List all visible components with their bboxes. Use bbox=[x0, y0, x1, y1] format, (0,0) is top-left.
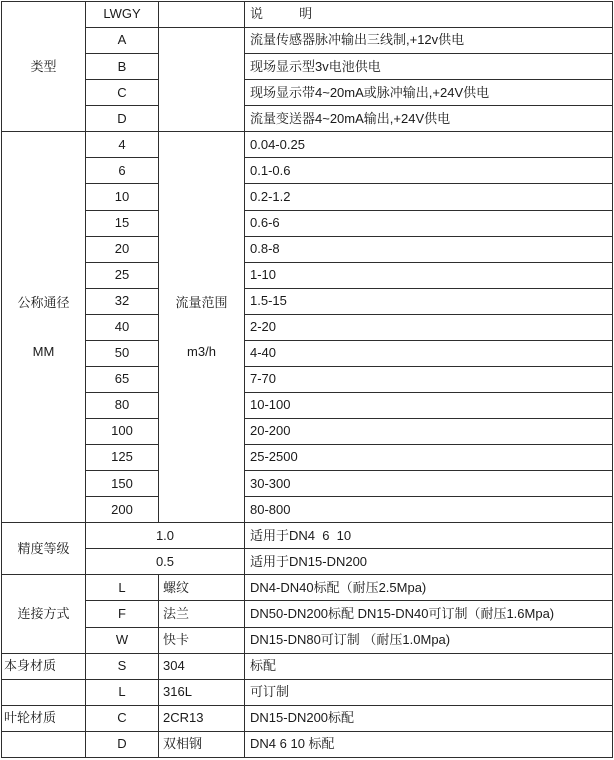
accuracy-value: 1.0 bbox=[86, 523, 245, 549]
connection-desc: DN15-DN80可订制 （耐压1.0Mpa) bbox=[245, 627, 613, 653]
diameter-size: 20 bbox=[86, 236, 159, 262]
connection-desc: DN4-DN40标配（耐压2.5Mpa) bbox=[245, 575, 613, 601]
diameter-size: 80 bbox=[86, 392, 159, 418]
table-row bbox=[2, 497, 613, 523]
type-desc: 流量变送器4~20mA输出,+24V供电 bbox=[245, 106, 613, 132]
body-material-code: S bbox=[86, 653, 159, 679]
flow-range-label-line2: m3/h bbox=[187, 343, 216, 359]
table-row bbox=[2, 80, 613, 106]
diameter-size: 100 bbox=[86, 419, 159, 445]
flow-range-value: 2-20 bbox=[245, 314, 613, 340]
body-material-name: 316L bbox=[159, 679, 245, 705]
table-row bbox=[2, 445, 613, 471]
flow-range-value: 0.2-1.2 bbox=[245, 184, 613, 210]
flow-range-value: 30-300 bbox=[245, 471, 613, 497]
impeller-material-desc: DN15-DN200标配 bbox=[245, 705, 613, 731]
description-header: 说 明 bbox=[245, 2, 613, 28]
table-row bbox=[2, 288, 613, 314]
flow-range-value: 7-70 bbox=[245, 366, 613, 392]
table-row bbox=[2, 106, 613, 132]
flow-range-value: 25-2500 bbox=[245, 445, 613, 471]
flow-range-value: 80-800 bbox=[245, 497, 613, 523]
diameter-size: 50 bbox=[86, 340, 159, 366]
body-material-desc: 标配 bbox=[245, 653, 613, 679]
impeller-material-code: D bbox=[86, 731, 159, 757]
flow-range-value: 1.5-15 bbox=[245, 288, 613, 314]
connection-code: L bbox=[86, 575, 159, 601]
table-row bbox=[2, 236, 613, 262]
impeller-material-empty-label bbox=[2, 731, 86, 757]
model-code-header: LWGY bbox=[86, 2, 159, 28]
type-desc: 现场显示型3v电池供电 bbox=[245, 54, 613, 80]
flow-range-value: 10-100 bbox=[245, 392, 613, 418]
table-row bbox=[2, 314, 613, 340]
table-row bbox=[2, 601, 613, 627]
flow-range-value: 0.1-0.6 bbox=[245, 158, 613, 184]
type-section-label: 类型 bbox=[2, 2, 86, 132]
type-code: B bbox=[86, 54, 159, 80]
accuracy-desc: 适用于DN4 6 10 bbox=[245, 523, 613, 549]
diameter-size: 125 bbox=[86, 445, 159, 471]
accuracy-value: 0.5 bbox=[86, 549, 245, 575]
connection-name: 法兰 bbox=[159, 601, 245, 627]
table-row bbox=[2, 653, 613, 679]
connection-name: 螺纹 bbox=[159, 575, 245, 601]
connection-code: W bbox=[86, 627, 159, 653]
type-desc: 流量传感器脉冲输出三线制,+12v供电 bbox=[245, 28, 613, 54]
diameter-size: 6 bbox=[86, 158, 159, 184]
impeller-material-code: C bbox=[86, 705, 159, 731]
diameter-size: 10 bbox=[86, 184, 159, 210]
empty-header-cell bbox=[159, 2, 245, 28]
table-row bbox=[2, 731, 613, 757]
flow-range-value: 4-40 bbox=[245, 340, 613, 366]
flow-range-value: 0.6-6 bbox=[245, 210, 613, 236]
table-row bbox=[2, 28, 613, 54]
impeller-material-desc: DN4 6 10 标配 bbox=[245, 731, 613, 757]
flow-meter-spec-table bbox=[1, 1, 613, 758]
table-row bbox=[2, 132, 613, 158]
type-desc: 现场显示带4~20mA或脉冲输出,+24V供电 bbox=[245, 80, 613, 106]
table-row bbox=[2, 705, 613, 731]
table-row bbox=[2, 184, 613, 210]
table-row bbox=[2, 419, 613, 445]
diameter-size: 15 bbox=[86, 210, 159, 236]
type-empty-cell bbox=[159, 28, 245, 132]
impeller-material-name: 2CR13 bbox=[159, 705, 245, 731]
table-row bbox=[2, 549, 613, 575]
body-material-code: L bbox=[86, 679, 159, 705]
connection-section-label: 连接方式 bbox=[2, 575, 86, 653]
table-row bbox=[2, 627, 613, 653]
table-row bbox=[2, 471, 613, 497]
table-row bbox=[2, 2, 613, 28]
table-row bbox=[2, 158, 613, 184]
table-row bbox=[2, 523, 613, 549]
connection-desc: DN50-DN200标配 DN15-DN40可订制（耐压1.6Mpa) bbox=[245, 601, 613, 627]
accuracy-section-label: 精度等级 bbox=[2, 523, 86, 575]
impeller-material-name: 双相钢 bbox=[159, 731, 245, 757]
diameter-section-label bbox=[2, 132, 86, 523]
flow-range-value: 20-200 bbox=[245, 419, 613, 445]
diameter-label-line2: MM bbox=[32, 343, 55, 359]
diameter-size: 65 bbox=[86, 366, 159, 392]
impeller-material-section-label: 叶轮材质 bbox=[2, 705, 86, 731]
flow-range-label-line1: 流量范围 bbox=[175, 294, 228, 310]
body-material-section-label: 本身材质 bbox=[2, 653, 86, 679]
diameter-size: 32 bbox=[86, 288, 159, 314]
table-row bbox=[2, 392, 613, 418]
accuracy-desc: 适用于DN15-DN200 bbox=[245, 549, 613, 575]
flow-range-label bbox=[159, 132, 245, 523]
connection-code: F bbox=[86, 601, 159, 627]
body-material-empty-label bbox=[2, 679, 86, 705]
diameter-size: 40 bbox=[86, 314, 159, 340]
table-row bbox=[2, 679, 613, 705]
flow-range-value: 1-10 bbox=[245, 262, 613, 288]
table-row bbox=[2, 366, 613, 392]
body-material-desc: 可订制 bbox=[245, 679, 613, 705]
diameter-label-line1: 公称通径 bbox=[17, 294, 70, 310]
table-row bbox=[2, 262, 613, 288]
type-code: A bbox=[86, 28, 159, 54]
diameter-size: 150 bbox=[86, 471, 159, 497]
flow-range-value: 0.04-0.25 bbox=[245, 132, 613, 158]
table-row bbox=[2, 340, 613, 366]
diameter-size: 200 bbox=[86, 497, 159, 523]
type-code: C bbox=[86, 80, 159, 106]
flow-range-value: 0.8-8 bbox=[245, 236, 613, 262]
table-row bbox=[2, 210, 613, 236]
diameter-size: 25 bbox=[86, 262, 159, 288]
table-row bbox=[2, 575, 613, 601]
type-code: D bbox=[86, 106, 159, 132]
table-row bbox=[2, 54, 613, 80]
diameter-size: 4 bbox=[86, 132, 159, 158]
connection-name: 快卡 bbox=[159, 627, 245, 653]
body-material-name: 304 bbox=[159, 653, 245, 679]
